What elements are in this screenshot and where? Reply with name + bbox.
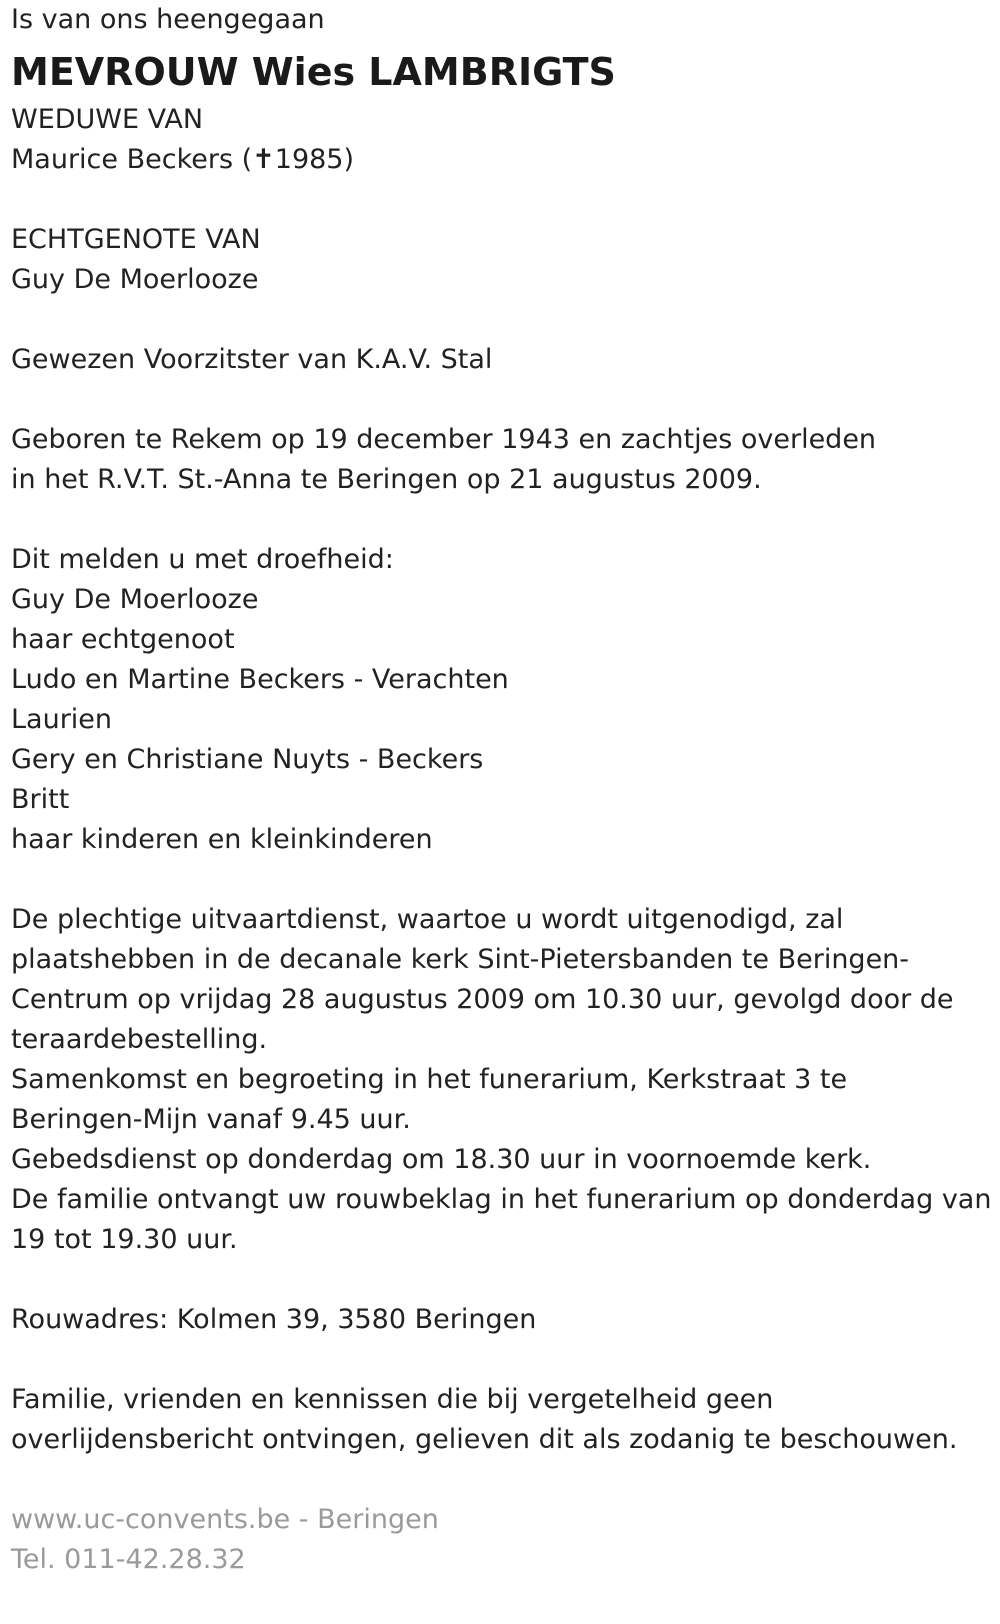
birth-death-line: in het R.V.T. St.-Anna te Beringen op 21 augustus 2009. (11, 464, 762, 495)
ceremony-line: teraardebestelling. (11, 1024, 268, 1055)
spacer (11, 500, 991, 540)
spouse-name: Guy De Moerlooze (11, 264, 259, 295)
spacer (11, 380, 991, 420)
mourner-line: Guy De Moerlooze (11, 584, 259, 615)
spacer (11, 180, 991, 220)
spacer (11, 300, 991, 340)
mourner-line: Britt (11, 784, 70, 815)
ceremony-line: 19 tot 19.30 uur. (11, 1224, 238, 1255)
ceremony-line: plaatshebben in de decanale kerk Sint-Pietersbanden te Beringen- (11, 944, 910, 975)
mourner-line: Ludo en Martine Beckers - Verachten (11, 664, 509, 695)
footer-phone: Tel. 011-42.28.32 (11, 1544, 246, 1575)
mourner-line: haar kinderen en kleinkinderen (11, 824, 433, 855)
notice-line: Familie, vrienden en kennissen die bij vergetelheid geen (11, 1384, 774, 1415)
spacer (11, 860, 991, 900)
mourners-intro: Dit melden u met droefheid: (11, 544, 394, 575)
ceremony-line: Samenkomst en begroeting in het funerarium, Kerkstraat 3 te (11, 1064, 848, 1095)
ceremony-line: De familie ontvangt uw rouwbeklag in het funerarium op donderdag van (11, 1184, 992, 1215)
notice-line: overlijdensbericht ontvingen, gelieven dit als zodanig te beschouwen. (11, 1424, 958, 1455)
ceremony-line: De plechtige uitvaartdienst, waartoe u wordt uitgenodigd, zal (11, 904, 844, 935)
mourner-line: haar echtgenoot (11, 624, 235, 655)
late-husband: Maurice Beckers (✝1985) (11, 144, 355, 175)
spacer (11, 1260, 991, 1300)
footer-website: www.uc-convents.be - Beringen (11, 1504, 439, 1535)
mourner-line: Laurien (11, 704, 113, 735)
obituary-notice (11, 0, 991, 1580)
spacer (11, 1340, 991, 1380)
ceremony-line: Gebedsdienst op donderdag om 18.30 uur in voornoemde kerk. (11, 1144, 872, 1175)
mourner-line: Gery en Christiane Nuyts - Beckers (11, 744, 484, 775)
intro-text: Is van ons heengegaan (11, 4, 325, 35)
deceased-name: MEVROUW Wies LAMBRIGTS (11, 50, 616, 94)
role-text: Gewezen Voorzitster van K.A.V. Stal (11, 344, 493, 375)
ceremony-line: Beringen-Mijn vanaf 9.45 uur. (11, 1104, 411, 1135)
spouse-label: ECHTGENOTE VAN (11, 224, 261, 255)
ceremony-line: Centrum op vrijdag 28 augustus 2009 om 10.30 uur, gevolgd door de (11, 984, 954, 1015)
birth-death-line: Geboren te Rekem op 19 december 1943 en zachtjes overleden (11, 424, 877, 455)
mourning-address: Rouwadres: Kolmen 39, 3580 Beringen (11, 1304, 537, 1335)
widow-label: WEDUWE VAN (11, 104, 204, 135)
spacer (11, 1460, 991, 1500)
